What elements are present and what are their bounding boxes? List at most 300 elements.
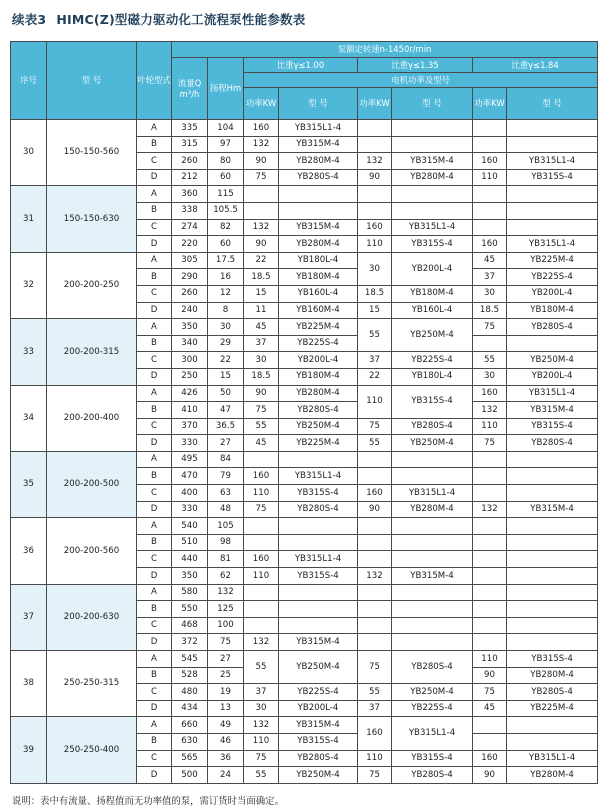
cell-motor-3 — [507, 717, 598, 734]
cell-power-2 — [358, 468, 392, 485]
cell-impeller: B — [137, 335, 172, 352]
cell-flow: 340 — [172, 335, 208, 352]
cell-power-2 — [358, 120, 392, 137]
cell-power-2: 37 — [358, 352, 392, 369]
cell-head: 63 — [208, 485, 244, 502]
cell-power-3: 75 — [473, 435, 507, 452]
cell-motor-3 — [507, 617, 598, 634]
cell-power-1: 55 — [244, 651, 279, 684]
cell-impeller: C — [137, 684, 172, 701]
cell-power-1: 75 — [244, 402, 279, 419]
cell-motor-1: YB280M-4 — [279, 153, 358, 170]
table-header — [11, 42, 598, 120]
cell-motor-3 — [507, 335, 598, 352]
cell-motor-1: YB250M-4 — [279, 418, 358, 435]
cell-power-2: 110 — [358, 236, 392, 253]
cell-motor-1: YB315S-4 — [279, 485, 358, 502]
cell-model: 200-200-250 — [47, 252, 137, 318]
cell-model: 200-200-315 — [47, 319, 137, 385]
cell-power-3: 132 — [473, 501, 507, 518]
cell-impeller: A — [137, 518, 172, 535]
table-row — [11, 518, 598, 535]
cell-motor-3 — [507, 120, 598, 137]
cell-motor-3 — [507, 468, 598, 485]
cell-motor-3: YB200L-4 — [507, 285, 598, 302]
cell-impeller: D — [137, 169, 172, 186]
header-speed: 泵额定转速n-1450r/min — [172, 42, 598, 58]
cell-power-1: 110 — [244, 568, 279, 585]
cell-power-1: 45 — [244, 319, 279, 336]
cell-motor-2 — [392, 518, 473, 535]
cell-motor-2: YB280M-4 — [392, 501, 473, 518]
cell-power-3 — [473, 120, 507, 137]
cell-power-3 — [473, 136, 507, 153]
cell-motor-2: YB250M-4 — [392, 684, 473, 701]
cell-power-3 — [473, 202, 507, 219]
cell-flow: 630 — [172, 733, 208, 750]
table-row — [11, 385, 598, 402]
cell-flow: 274 — [172, 219, 208, 236]
cell-power-2: 132 — [358, 568, 392, 585]
cell-power-3: 75 — [473, 684, 507, 701]
table-name: HIMC(Z)型磁力驱动化工流程泵性能参数表 — [56, 12, 306, 27]
cell-motor-1: YB180M-4 — [279, 269, 358, 286]
cell-head: 50 — [208, 385, 244, 402]
cell-motor-3: YB315S-4 — [507, 651, 598, 668]
cell-seq: 38 — [11, 651, 47, 717]
cell-power-3: 160 — [473, 750, 507, 767]
cell-power-1: 90 — [244, 236, 279, 253]
cell-motor-1: YB315S-4 — [279, 568, 358, 585]
cell-head: 25 — [208, 667, 244, 684]
cell-power-1: 75 — [244, 750, 279, 767]
cell-power-2 — [358, 534, 392, 551]
cell-power-1: 75 — [244, 169, 279, 186]
cell-impeller: B — [137, 202, 172, 219]
header-type-1: 型 号 — [279, 88, 358, 120]
cell-flow: 330 — [172, 435, 208, 452]
cell-power-3: 160 — [473, 153, 507, 170]
cell-power-3 — [473, 468, 507, 485]
cell-impeller: C — [137, 219, 172, 236]
cell-head: 100 — [208, 617, 244, 634]
cell-model: 150-150-630 — [47, 186, 137, 252]
cell-power-2 — [358, 601, 392, 618]
cell-motor-2 — [392, 451, 473, 468]
cell-head: 81 — [208, 551, 244, 568]
table-number: 续表3 — [12, 12, 47, 27]
cell-power-3 — [473, 534, 507, 551]
cell-power-1 — [244, 584, 279, 601]
cell-motor-2: YB250M-4 — [392, 435, 473, 452]
cell-power-1: 37 — [244, 684, 279, 701]
cell-head: 36 — [208, 750, 244, 767]
cell-power-1 — [244, 202, 279, 219]
cell-head: 27 — [208, 651, 244, 668]
cell-motor-1: YB315M-4 — [279, 717, 358, 734]
cell-motor-2: YB315S-4 — [392, 750, 473, 767]
cell-power-2: 160 — [358, 219, 392, 236]
cell-motor-1: YB250M-4 — [279, 767, 358, 784]
cell-power-3 — [473, 551, 507, 568]
cell-motor-1: YB280S-4 — [279, 402, 358, 419]
cell-impeller: A — [137, 186, 172, 203]
cell-head: 12 — [208, 285, 244, 302]
cell-motor-1: YB160M-4 — [279, 302, 358, 319]
cell-impeller: B — [137, 601, 172, 618]
cell-motor-2: YB315S-4 — [392, 236, 473, 253]
cell-impeller: D — [137, 302, 172, 319]
cell-head: 27 — [208, 435, 244, 452]
cell-motor-1 — [279, 617, 358, 634]
header-sg2: 比重γ≤1.35 — [358, 58, 473, 73]
cell-flow: 426 — [172, 385, 208, 402]
table-row — [11, 186, 598, 203]
cell-motor-1: YB315L1-4 — [279, 468, 358, 485]
cell-motor-2: YB225S-4 — [392, 352, 473, 369]
cell-motor-3: YB315L1-4 — [507, 236, 598, 253]
page-title — [12, 10, 305, 28]
cell-motor-3 — [507, 518, 598, 535]
cell-power-3: 30 — [473, 285, 507, 302]
cell-power-3: 90 — [473, 767, 507, 784]
cell-motor-3 — [507, 485, 598, 502]
cell-impeller: A — [137, 717, 172, 734]
cell-flow: 350 — [172, 319, 208, 336]
cell-motor-2: YB280S-4 — [392, 418, 473, 435]
cell-head: 82 — [208, 219, 244, 236]
cell-power-2 — [358, 451, 392, 468]
cell-power-2: 75 — [358, 418, 392, 435]
cell-power-1: 160 — [244, 120, 279, 137]
cell-power-2: 15 — [358, 302, 392, 319]
cell-power-2: 75 — [358, 651, 392, 684]
cell-impeller: B — [137, 733, 172, 750]
cell-power-3: 160 — [473, 385, 507, 402]
cell-head: 16 — [208, 269, 244, 286]
cell-impeller: D — [137, 568, 172, 585]
cell-flow: 212 — [172, 169, 208, 186]
cell-motor-1: YB280S-4 — [279, 169, 358, 186]
cell-model: 250-250-315 — [47, 651, 137, 717]
cell-motor-1: YB315M-4 — [279, 634, 358, 651]
cell-motor-3 — [507, 601, 598, 618]
table-row — [11, 651, 598, 668]
cell-power-3 — [473, 219, 507, 236]
header-flow: 流量Q m³/h — [172, 58, 208, 120]
header-type-2: 型 号 — [392, 88, 473, 120]
cell-power-1 — [244, 534, 279, 551]
cell-flow: 315 — [172, 136, 208, 153]
cell-flow: 410 — [172, 402, 208, 419]
cell-power-3 — [473, 451, 507, 468]
cell-motor-3: YB315S-4 — [507, 418, 598, 435]
cell-motor-3: YB315L1-4 — [507, 385, 598, 402]
cell-motor-3: YB280S-4 — [507, 435, 598, 452]
cell-motor-1: YB315M-4 — [279, 136, 358, 153]
cell-motor-2 — [392, 202, 473, 219]
cell-motor-2: YB315M-4 — [392, 568, 473, 585]
cell-motor-1 — [279, 584, 358, 601]
cell-power-2 — [358, 551, 392, 568]
cell-power-3: 75 — [473, 319, 507, 336]
cell-motor-1: YB160L-4 — [279, 285, 358, 302]
cell-flow: 370 — [172, 418, 208, 435]
cell-seq: 36 — [11, 518, 47, 584]
cell-power-2: 37 — [358, 700, 392, 717]
cell-motor-3: YB280M-4 — [507, 767, 598, 784]
cell-power-3 — [473, 584, 507, 601]
cell-motor-1 — [279, 601, 358, 618]
cell-motor-3 — [507, 534, 598, 551]
cell-motor-1: YB315M-4 — [279, 219, 358, 236]
cell-power-1: 160 — [244, 468, 279, 485]
cell-flow: 545 — [172, 651, 208, 668]
cell-impeller: A — [137, 584, 172, 601]
cell-head: 29 — [208, 335, 244, 352]
cell-power-3 — [473, 335, 507, 352]
cell-motor-2 — [392, 120, 473, 137]
cell-impeller: A — [137, 451, 172, 468]
cell-flow: 495 — [172, 451, 208, 468]
cell-head: 84 — [208, 451, 244, 468]
cell-flow: 250 — [172, 368, 208, 385]
cell-impeller: D — [137, 634, 172, 651]
cell-motor-1 — [279, 202, 358, 219]
cell-power-2: 22 — [358, 368, 392, 385]
cell-motor-2 — [392, 136, 473, 153]
cell-head: 30 — [208, 319, 244, 336]
cell-motor-2: YB280M-4 — [392, 169, 473, 186]
cell-power-2 — [358, 136, 392, 153]
cell-head: 19 — [208, 684, 244, 701]
cell-seq: 33 — [11, 319, 47, 385]
cell-power-2 — [358, 584, 392, 601]
cell-power-3: 110 — [473, 651, 507, 668]
cell-power-1: 45 — [244, 435, 279, 452]
cell-motor-2 — [392, 551, 473, 568]
cell-head: 60 — [208, 169, 244, 186]
cell-power-1 — [244, 186, 279, 203]
cell-motor-3: YB280S-4 — [507, 684, 598, 701]
cell-power-1: 110 — [244, 485, 279, 502]
cell-impeller: D — [137, 700, 172, 717]
cell-head: 75 — [208, 634, 244, 651]
cell-motor-2: YB280S-4 — [392, 651, 473, 684]
cell-flow: 540 — [172, 518, 208, 535]
cell-impeller: B — [137, 269, 172, 286]
cell-motor-1: YB225M-4 — [279, 435, 358, 452]
cell-motor-1: YB180L-4 — [279, 252, 358, 269]
cell-power-2 — [358, 617, 392, 634]
cell-head: 62 — [208, 568, 244, 585]
cell-motor-2 — [392, 584, 473, 601]
cell-power-2 — [358, 518, 392, 535]
cell-motor-3: YB315S-4 — [507, 169, 598, 186]
cell-motor-1: YB280S-4 — [279, 750, 358, 767]
cell-motor-3 — [507, 568, 598, 585]
cell-motor-1: YB225M-4 — [279, 319, 358, 336]
cell-power-1: 55 — [244, 767, 279, 784]
cell-power-3: 37 — [473, 269, 507, 286]
cell-motor-3: YB180M-4 — [507, 302, 598, 319]
cell-impeller: A — [137, 252, 172, 269]
cell-power-2 — [358, 634, 392, 651]
cell-impeller: A — [137, 385, 172, 402]
cell-power-3 — [473, 518, 507, 535]
cell-motor-1: YB225S-4 — [279, 335, 358, 352]
cell-impeller: D — [137, 435, 172, 452]
cell-flow: 305 — [172, 252, 208, 269]
header-power-1: 功率KW — [244, 88, 279, 120]
cell-head: 24 — [208, 767, 244, 784]
cell-power-3: 160 — [473, 236, 507, 253]
cell-power-3: 18.5 — [473, 302, 507, 319]
cell-motor-1: YB280M-4 — [279, 385, 358, 402]
cell-flow: 360 — [172, 186, 208, 203]
cell-motor-3: YB315M-4 — [507, 402, 598, 419]
cell-seq: 30 — [11, 120, 47, 186]
cell-seq: 37 — [11, 584, 47, 650]
cell-motor-2: YB280S-4 — [392, 767, 473, 784]
cell-power-3: 45 — [473, 700, 507, 717]
cell-power-2: 110 — [358, 750, 392, 767]
cell-flow: 335 — [172, 120, 208, 137]
cell-motor-2: YB180L-4 — [392, 368, 473, 385]
cell-power-1: 132 — [244, 219, 279, 236]
cell-impeller: D — [137, 767, 172, 784]
cell-motor-1 — [279, 451, 358, 468]
cell-power-2: 75 — [358, 767, 392, 784]
cell-motor-1: YB280S-4 — [279, 501, 358, 518]
cell-motor-3 — [507, 136, 598, 153]
cell-motor-3 — [507, 186, 598, 203]
cell-power-3: 110 — [473, 169, 507, 186]
cell-power-1: 22 — [244, 252, 279, 269]
cell-motor-2: YB250M-4 — [392, 319, 473, 352]
cell-impeller: B — [137, 667, 172, 684]
cell-motor-2: YB315L1-4 — [392, 219, 473, 236]
cell-model: 250-250-400 — [47, 717, 137, 783]
cell-head: 80 — [208, 153, 244, 170]
cell-motor-3: YB250M-4 — [507, 352, 598, 369]
cell-motor-2: YB160L-4 — [392, 302, 473, 319]
cell-power-2 — [358, 202, 392, 219]
cell-power-1: 90 — [244, 385, 279, 402]
cell-power-1: 18.5 — [244, 368, 279, 385]
cell-flow: 240 — [172, 302, 208, 319]
cell-flow: 580 — [172, 584, 208, 601]
cell-flow: 528 — [172, 667, 208, 684]
cell-motor-2 — [392, 634, 473, 651]
cell-power-1 — [244, 518, 279, 535]
cell-model: 150-150-560 — [47, 120, 137, 186]
cell-motor-2: YB315M-4 — [392, 153, 473, 170]
cell-impeller: C — [137, 551, 172, 568]
cell-power-1: 132 — [244, 136, 279, 153]
header-model: 型 号 — [47, 42, 137, 120]
cell-head: 46 — [208, 733, 244, 750]
cell-head: 79 — [208, 468, 244, 485]
cell-motor-2: YB315S-4 — [392, 385, 473, 418]
cell-power-3 — [473, 601, 507, 618]
cell-motor-1: YB200L-4 — [279, 700, 358, 717]
cell-power-3 — [473, 186, 507, 203]
cell-impeller: D — [137, 501, 172, 518]
cell-motor-3: YB225M-4 — [507, 700, 598, 717]
cell-motor-1: YB280M-4 — [279, 236, 358, 253]
cell-model: 200-200-560 — [47, 518, 137, 584]
cell-motor-3: YB315M-4 — [507, 501, 598, 518]
cell-power-2: 18.5 — [358, 285, 392, 302]
cell-power-1: 11 — [244, 302, 279, 319]
cell-seq: 32 — [11, 252, 47, 318]
cell-seq: 31 — [11, 186, 47, 252]
cell-impeller: C — [137, 285, 172, 302]
cell-motor-2: YB315L1-4 — [392, 485, 473, 502]
cell-impeller: B — [137, 136, 172, 153]
cell-power-1: 132 — [244, 717, 279, 734]
cell-power-2: 160 — [358, 485, 392, 502]
cell-power-2: 55 — [358, 684, 392, 701]
cell-power-1: 160 — [244, 551, 279, 568]
cell-head: 132 — [208, 584, 244, 601]
cell-head: 8 — [208, 302, 244, 319]
cell-impeller: A — [137, 651, 172, 668]
footnote: 说明：表中有流量、扬程值而无功率值的泵，需订货时当面确定。 — [12, 796, 284, 807]
cell-seq: 34 — [11, 385, 47, 451]
cell-power-2: 30 — [358, 252, 392, 285]
table-row — [11, 717, 598, 734]
cell-power-3: 55 — [473, 352, 507, 369]
cell-power-1: 110 — [244, 733, 279, 750]
cell-impeller: C — [137, 153, 172, 170]
cell-head: 104 — [208, 120, 244, 137]
cell-head: 48 — [208, 501, 244, 518]
cell-model: 200-200-630 — [47, 584, 137, 650]
cell-impeller: A — [137, 120, 172, 137]
cell-head: 49 — [208, 717, 244, 734]
cell-flow: 350 — [172, 568, 208, 585]
cell-power-3: 132 — [473, 402, 507, 419]
cell-impeller: C — [137, 418, 172, 435]
cell-power-3: 30 — [473, 368, 507, 385]
cell-impeller: D — [137, 236, 172, 253]
cell-motor-1: YB315L1-4 — [279, 551, 358, 568]
cell-head: 22 — [208, 352, 244, 369]
cell-motor-2 — [392, 468, 473, 485]
table-row — [11, 451, 598, 468]
cell-motor-3 — [507, 584, 598, 601]
cell-motor-3: YB315L1-4 — [507, 153, 598, 170]
cell-motor-2: YB315L1-4 — [392, 717, 473, 750]
cell-power-2: 55 — [358, 435, 392, 452]
cell-motor-3 — [507, 219, 598, 236]
header-sg3: 比重γ≤1.84 — [473, 58, 598, 73]
cell-power-3 — [473, 485, 507, 502]
cell-motor-2 — [392, 601, 473, 618]
cell-head: 97 — [208, 136, 244, 153]
cell-power-2: 110 — [358, 385, 392, 418]
cell-flow: 400 — [172, 485, 208, 502]
header-head: 扬程Hm — [208, 58, 244, 120]
cell-impeller: C — [137, 352, 172, 369]
cell-power-2: 90 — [358, 501, 392, 518]
header-impeller: 叶轮型式 — [137, 42, 172, 120]
header-power-2: 功率KW — [358, 88, 392, 120]
cell-power-1: 90 — [244, 153, 279, 170]
cell-power-1 — [244, 451, 279, 468]
